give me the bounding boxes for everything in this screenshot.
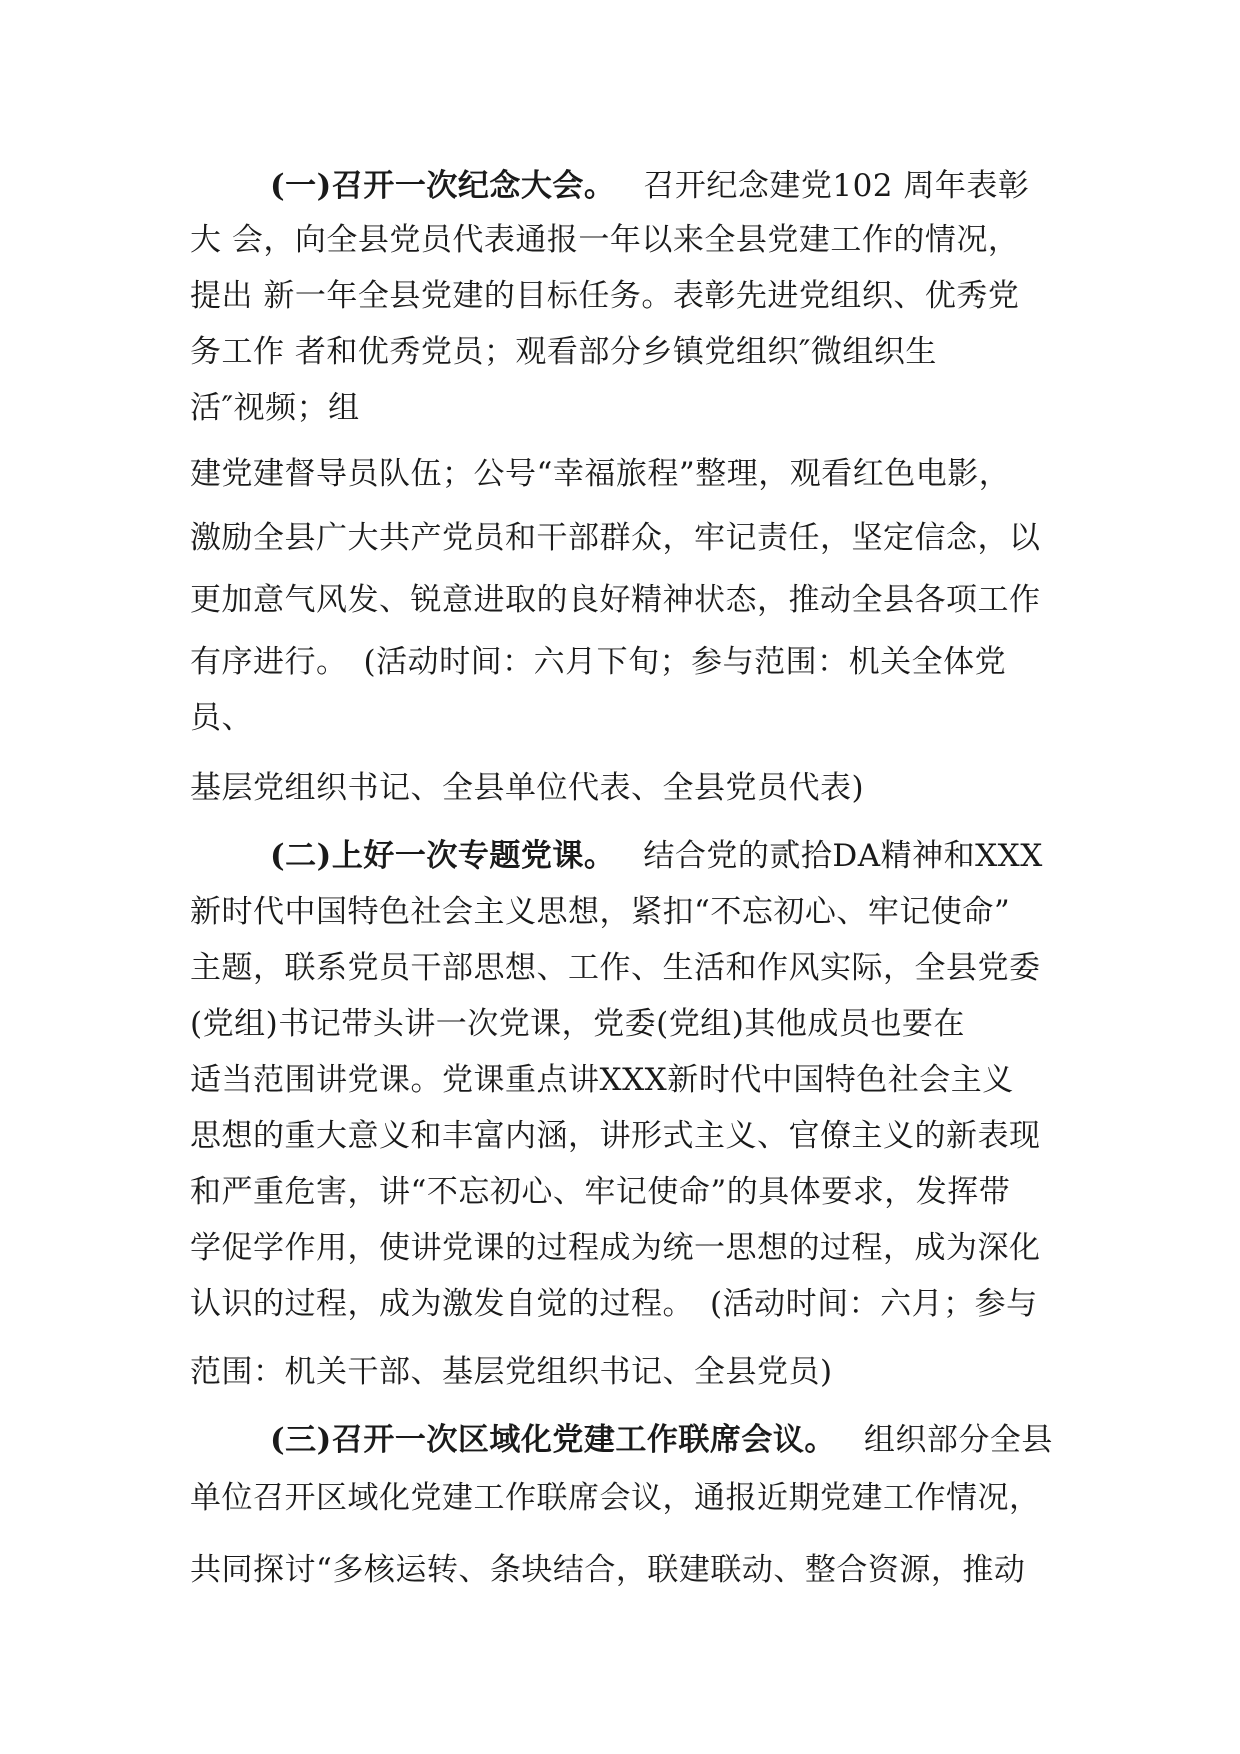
paragraph-line: 基层党组织书记、全县单位代表、全县党员代表) [190,770,865,806]
paragraph-line: 活″视频；组 [190,390,360,426]
paragraph-line: 员、 [190,700,253,736]
paragraph-line: 有序进行。 (活动时间：六月下旬；参与范围：机关全体党 [190,644,1007,680]
paragraph-line: 结合党的贰拾DA精神和XXX [643,838,1043,874]
paragraph-line: 和严重危害，讲“不忘初心、牢记使命”的具体要求，发挥带 [190,1174,1011,1210]
section-3-heading: (三)召开一次区域化党建工作联席会议。 [270,1422,836,1458]
paragraph-line: 共同探讨“多核运转、条块结合，联建联动、整合资源，推动 [190,1552,1026,1588]
paragraph-line: 思想的重大意义和丰富内涵，讲形式主义、官僚主义的新表现 [190,1118,1041,1154]
paragraph-line: 提出 新一年全县党建的目标任务。表彰先进党组织、优秀党 [190,278,1020,314]
paragraph-line: 单位召开区域化党建工作联席会议，通报近期党建工作情况， [190,1480,1041,1516]
paragraph-line: 学促学作用，使讲党课的过程成为统一思想的过程，成为深化 [190,1230,1041,1266]
paragraph-line: 大 会，向全县党员代表通报一年以来全县党建工作的情况， [190,222,1020,258]
paragraph-line: 认识的过程，成为激发自觉的过程。 (活动时间：六月；参与 [190,1286,1038,1322]
paragraph-line: 适当范围讲党课。党课重点讲XXX新时代中国特色社会主义 [190,1062,1014,1098]
paragraph-line: 新时代中国特色社会主义思想，紧扣“不忘初心、牢记使命” [190,894,1011,930]
section-2-first-line [270,834,1043,878]
paragraph-line: 建党建督导员队伍；公号“幸福旅程”整理，观看红色电影， [190,456,1011,492]
paragraph-line: 主题，联系党员干部思想、工作、生活和作风实际，全县党委 [190,950,1041,986]
section-1-first-line [270,164,1029,208]
section-2-heading: (二)上好一次专题党课。 [270,838,616,874]
paragraph-line: 激励全县广大共产党员和干部群众，牢记责任，坚定信念，以 [190,520,1041,556]
paragraph-line: 召开纪念建党102 周年表彰 [643,168,1030,204]
paragraph-line: 务工作 者和优秀党员；观看部分乡镇党组织″微组织生 [190,334,937,370]
section-1-heading: (一)召开一次纪念大会。 [270,168,616,204]
paragraph-line: 范围：机关干部、基层党组织书记、全县党员) [190,1354,833,1390]
paragraph-line: 组织部分全县 [863,1422,1053,1458]
section-3-first-line [270,1418,1053,1462]
paragraph-line: (党组)书记带头讲一次党课，党委(党组)其他成员也要在 [190,1006,965,1042]
paragraph-line: 更加意气风发、锐意进取的良好精神状态，推动全县各项工作 [190,582,1041,618]
